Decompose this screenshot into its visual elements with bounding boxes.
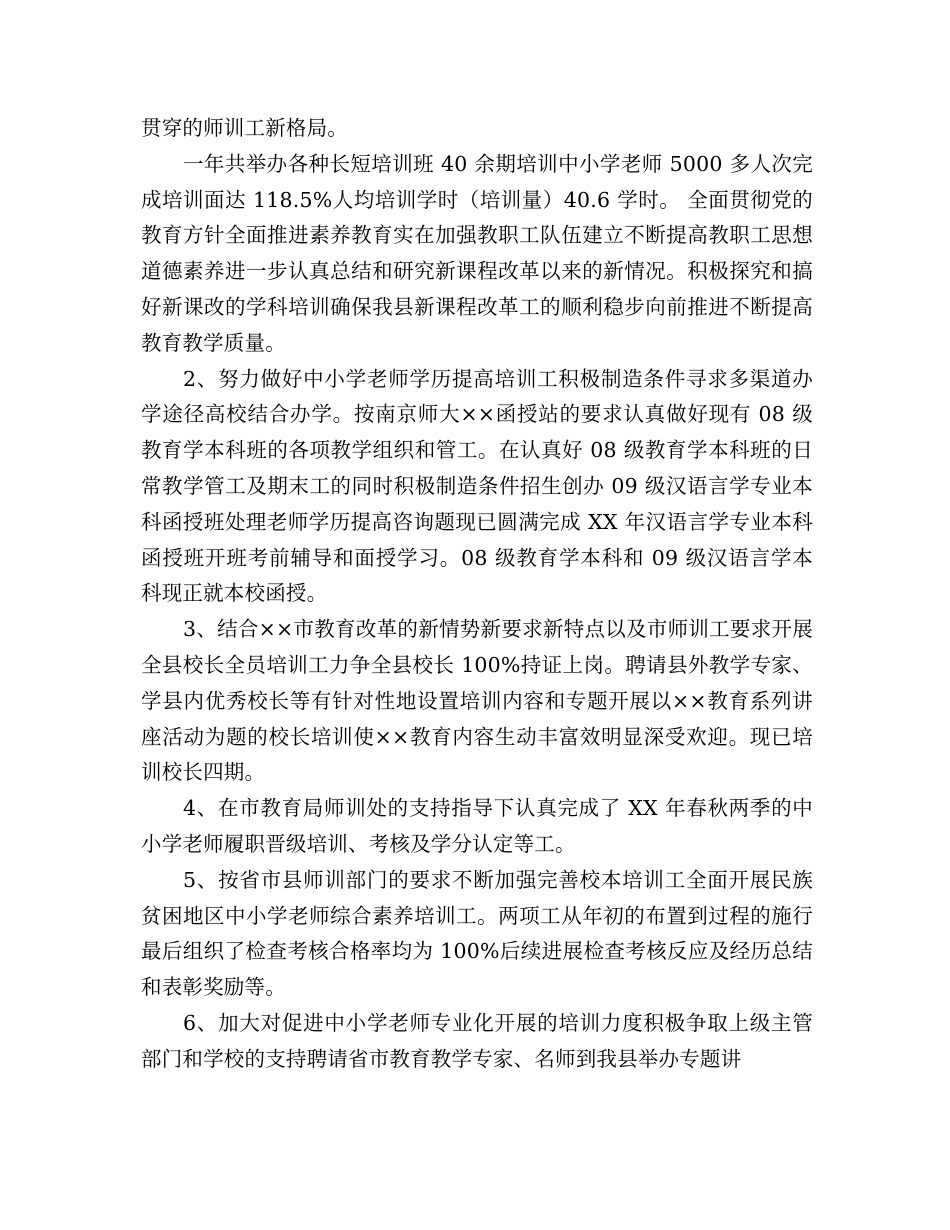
paragraph-item-4: 4、在市教育局师训处的支持指导下认真完成了 XX 年春秋两季的中小学老师履职晋级培训、考核及学分认定等工。 xyxy=(141,796,813,856)
paragraph-continuation: 贯穿的师训工新格局。 xyxy=(141,116,348,140)
paragraph-item-2: 2、努力做好中小学老师学历提高培训工积极制造条件寻求多渠道办学途径高校结合办学。按南京师大××函授站的要求认真做好现有 08 级教育学本科班的各项教学组织和管工。在认真好 08 级教育学本科班的日常教学管工及期末工的同时积极制造条件招生创办 09 级汉语言学专业本科函授班处理老师学历提高咨询题现已圆满完成 XX 年汉语言学专业本科函授班开班考前辅导和面授学习。08 级教育学本科和 09 级汉语言学本科现正就本校函授。 xyxy=(141,366,813,606)
paragraph-item-6: 6、加大对促进中小学老师专业化开展的培训力度积极争取上级主管部门和学校的支持聘请省市教育教学专家、名师到我县举办专题讲 xyxy=(141,1010,813,1071)
paragraph-item-5: 5、按省市县师训部门的要求不断加强完善校本培训工全面开展民族贫困地区中小学老师综合素养培训工。两项工从年初的布置到过程的施行最后组织了检查考核合格率均为 100%后续进展检查考核反应及经历总结和表彰奖励等。 xyxy=(141,867,813,1000)
paragraph-training-summary: 一年共举办各种长短培训班 40 余期培训中小学老师 5000 多人次完成培训面达 118.5%人均培训学时（培训量）40.6 学时。 全面贯彻党的教育方针全面推进素养教育实在加强教职工队伍建立不断提高教职工思想道德素养进一步认真总结和研究新课程改革以来的新情况。积极探究和搞好新课改的学科培训确保我县新课程改革工的顺利稳步向前推进不断提高教育教学质量。 xyxy=(141,151,813,355)
paragraph-item-3: 3、结合××市教育改革的新情势新要求新特点以及市师训工要求开展全县校长全员培训工力争全县校长 100%持证上岗。聘请县外教学专家、学县内优秀校长等有针对性地设置培训内容和专题开展以××教育系列讲座活动为题的校长培训使××教育内容生动丰富效明显深受欢迎。现已培训校长四期。 xyxy=(141,617,813,785)
document-body xyxy=(141,111,813,1078)
